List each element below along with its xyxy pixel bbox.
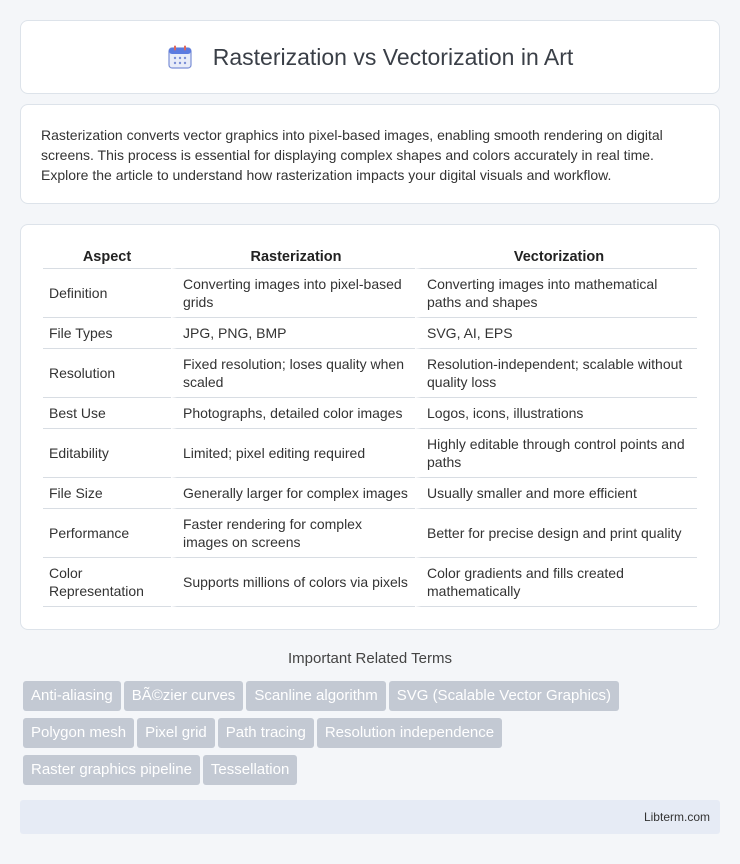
- related-term-tag[interactable]: Tessellation: [203, 755, 297, 785]
- table-row: [43, 398, 697, 429]
- related-term-tag[interactable]: SVG (Scalable Vector Graphics): [389, 681, 619, 711]
- table-cell: Fixed resolution; loses quality when scaled: [171, 349, 415, 398]
- table-cell: SVG, AI, EPS: [415, 318, 697, 349]
- related-term-tag[interactable]: Raster graphics pipeline: [23, 755, 200, 785]
- related-term-tag[interactable]: BÃ©zier curves: [124, 681, 244, 711]
- table-row: [43, 269, 697, 318]
- table-cell: Generally larger for complex images: [171, 478, 415, 509]
- table-cell: Color gradients and fills created mathematically: [415, 558, 697, 607]
- table-cell: Definition: [43, 269, 171, 318]
- table-cell: JPG, PNG, BMP: [171, 318, 415, 349]
- table-cell: Supports millions of colors via pixels: [171, 558, 415, 607]
- intro-card: [20, 104, 720, 204]
- table-cell: Best Use: [43, 398, 171, 429]
- table-cell: Editability: [43, 429, 171, 478]
- table-row: [43, 558, 697, 607]
- intro-text: Rasterization converts vector graphics into pixel-based images, enabling smooth rendering on digital screens. This process is essential for displaying complex shapes and colors accurately in real time. Explore the article to understand how rasterization impacts your digital visuals and workflow.: [41, 127, 663, 183]
- related-term-tag[interactable]: Scanline algorithm: [246, 681, 385, 711]
- title-card: [20, 20, 720, 94]
- table-row: [43, 509, 697, 558]
- related-term-tag[interactable]: Polygon mesh: [23, 718, 134, 748]
- footer: [20, 800, 720, 834]
- table-cell: Resolution-independent; scalable without quality loss: [415, 349, 697, 398]
- table-cell: Limited; pixel editing required: [171, 429, 415, 478]
- table-cell: Converting images into pixel-based grids: [171, 269, 415, 318]
- table-cell: Better for precise design and print quality: [415, 509, 697, 558]
- column-header-aspect: Aspect: [43, 245, 171, 269]
- related-terms-heading: Important Related Terms: [288, 650, 452, 667]
- table-row: [43, 429, 697, 478]
- related-term-tag[interactable]: Anti-aliasing: [23, 681, 121, 711]
- table-cell: Performance: [43, 509, 171, 558]
- table-cell: Highly editable through control points and paths: [415, 429, 697, 478]
- table-row: [43, 349, 697, 398]
- table-cell: Converting images into mathematical paths and shapes: [415, 269, 697, 318]
- related-term-tag[interactable]: Pixel grid: [137, 718, 215, 748]
- related-term-tag[interactable]: Resolution independence: [317, 718, 502, 748]
- table-cell: Usually smaller and more efficient: [415, 478, 697, 509]
- related-term-tag[interactable]: Path tracing: [218, 718, 314, 748]
- calendar-icon: [167, 44, 193, 70]
- table-cell: Resolution: [43, 349, 171, 398]
- comparison-table: [43, 245, 697, 607]
- table-header-row: [43, 245, 697, 269]
- table-cell: Photographs, detailed color images: [171, 398, 415, 429]
- table-cell: File Size: [43, 478, 171, 509]
- table-cell: Color Representation: [43, 558, 171, 607]
- comparison-table-card: [20, 224, 720, 630]
- table-cell: Faster rendering for complex images on screens: [171, 509, 415, 558]
- footer-site-link[interactable]: Libterm.com: [643, 810, 710, 824]
- table-cell: Logos, icons, illustrations: [415, 398, 697, 429]
- table-row: [43, 318, 697, 349]
- table-cell: File Types: [43, 318, 171, 349]
- table-row: [43, 478, 697, 509]
- page-title: Rasterization vs Vectorization in Art: [212, 43, 574, 70]
- column-header-vectorization: Vectorization: [415, 245, 697, 269]
- related-terms-list: [23, 681, 723, 792]
- column-header-rasterization: Rasterization: [171, 245, 415, 269]
